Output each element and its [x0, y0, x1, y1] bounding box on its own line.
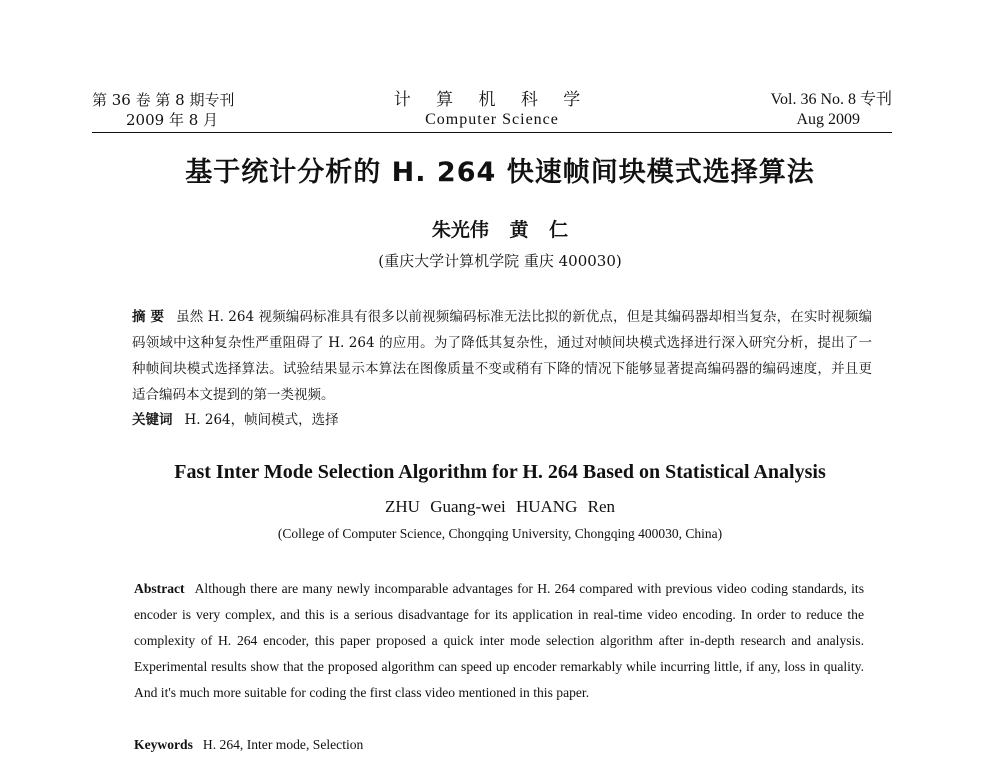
journal-header	[92, 90, 892, 130]
keywords-label-cn: 关键词	[132, 412, 173, 428]
affiliation-cn: (重庆大学计算机学院 重庆 400030)	[378, 252, 622, 270]
keywords-text-en: H. 264, Inter mode, Selection	[202, 737, 364, 752]
keywords-en	[134, 732, 864, 758]
header-date-en: Aug 2009	[796, 111, 860, 128]
abstract-text-en: Although there are many newly incomparable advantages for H. 264 compared with previous video coding standards, its encoder is very complex, and this is a serious disadvantage for its application in real-time video encoding. In order to reduce the complexity of H. 264 encoder, this paper proposed a quick inter mode selection algorithm after in-depth research and analysis. Experimental results show that the proposed algorithm can speed up encoder remarkably while incurring little, if any, loss in quality. And it's much more suitable for coding the first class video mentioned in this paper.	[134, 581, 864, 700]
authors-cn: 朱光伟 黄 仁	[431, 219, 569, 241]
authors-en: ZHU Guang-wei HUANG Ren	[385, 497, 615, 516]
header-date-cn: 2009 年 8 月	[126, 111, 219, 129]
abstract-en	[134, 576, 864, 706]
header-volume-issue: 第 36 卷 第 8 期专刊	[92, 91, 235, 109]
keywords-text-cn: H. 264，帧间模式，选择	[184, 412, 339, 428]
header-volume-issue-en: Vol. 36 No. 8 专刊	[770, 91, 892, 108]
paper-title-cn: 基于统计分析的 H. 264 快速帧间块模式选择算法	[185, 157, 815, 188]
affiliation-en: (College of Computer Science, Chongqing University, Chongqing 400030, China)	[277, 526, 723, 541]
header-volume-info-en	[771, 90, 893, 130]
journal-name-cn: 计 算 机 科 学	[393, 90, 591, 110]
journal-name-en: Computer Science	[425, 111, 559, 128]
header-divider	[92, 132, 892, 133]
keywords-label-en: Keywords	[134, 737, 193, 752]
abstract-label-en: Abstract	[134, 581, 185, 596]
paper-title-en: Fast Inter Mode Selection Algorithm for H. 264 Based on Statistical Analysis	[174, 461, 826, 483]
abstract-cn	[132, 304, 872, 408]
abstract-label-cn: 摘 要	[132, 309, 165, 325]
abstract-text-cn: 虽然 H. 264 视频编码标准具有很多以前视频编码标准无法比拟的新优点，但是其编码器却相当复杂，在实时视频编码领域中这种复杂性严重阻碍了 H. 264 的应用。为了降低其复杂性，通过对帧间块模式选择进行深入研究分析，提出了一种帧间块模式选择算法。试验结果显示本算法在图像质量不变或稍有下降的情况下能够显著提高编码器的编码速度，并且更适合编码本文提到的第一类视频。	[132, 309, 872, 403]
keywords-cn	[132, 407, 872, 433]
